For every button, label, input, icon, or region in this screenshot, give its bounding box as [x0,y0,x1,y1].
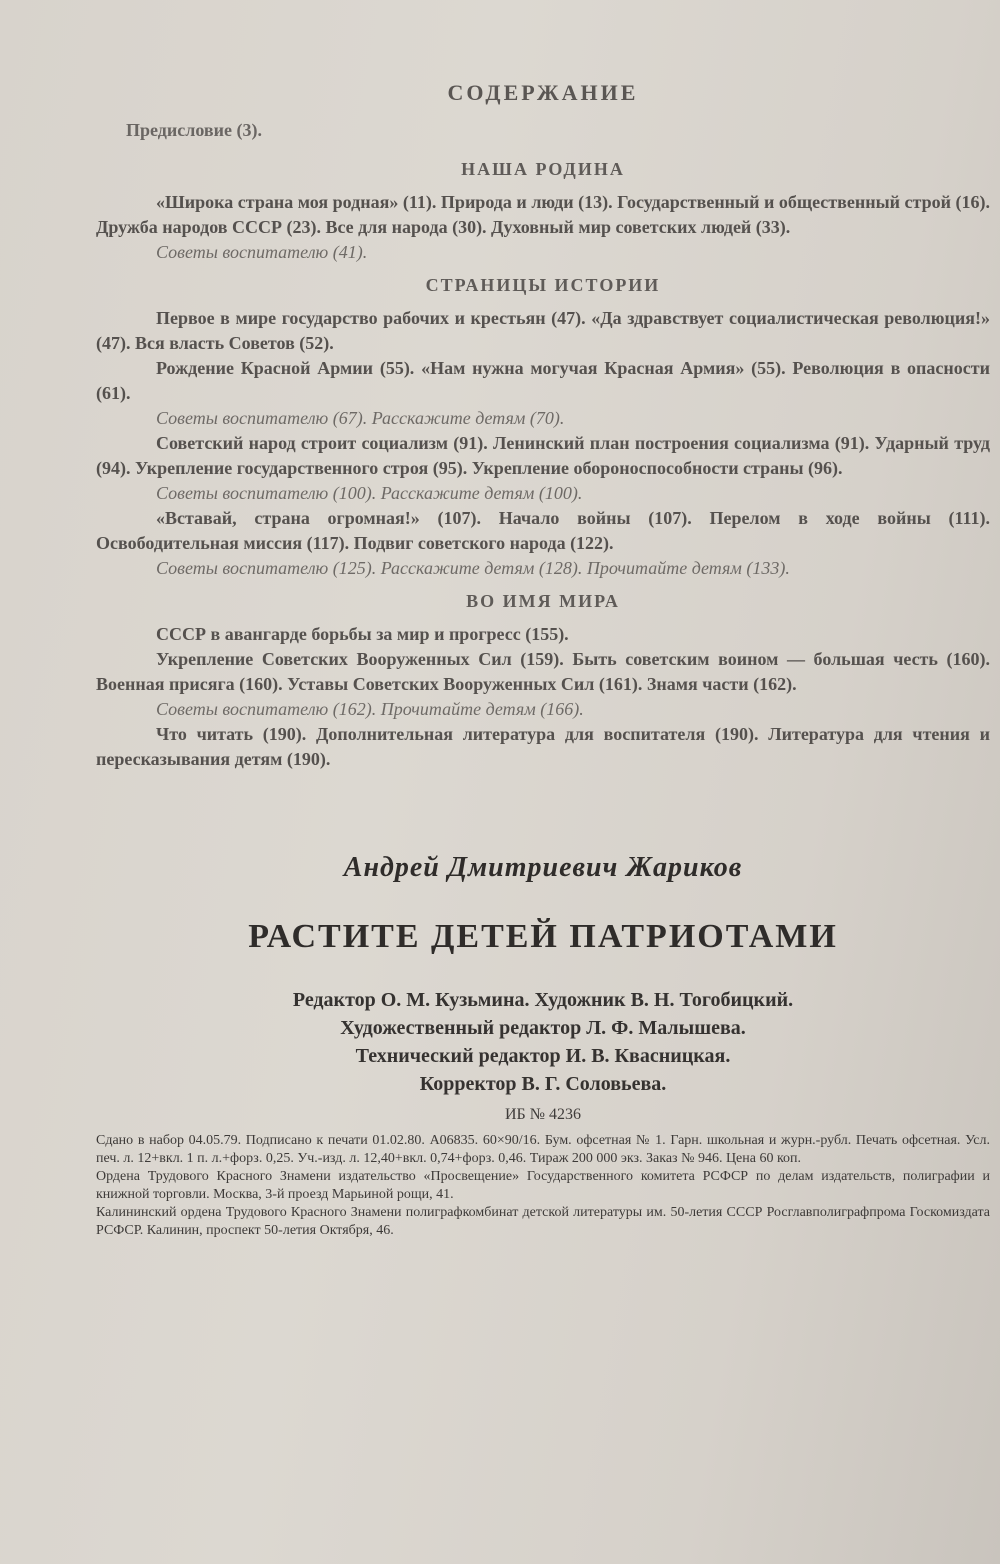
ib-number: ИБ № 4236 [504,1106,581,1123]
author-name: Андрей Дмитриевич Жариков [343,852,743,883]
credit-line: Технический редактор И. В. Квасницкая. [355,1045,731,1067]
imprint-paragraph: Калининский ордена Трудового Красного Знамени полиграфкомбинат детской литературы им. 50-летия СССР Росглавполиграфпрома Госкомиздата РСФСР. Калинин, проспект 50-летия Октября, 46. [96,1205,990,1238]
section-entries [96,622,990,772]
toc-entry: «Вставай, страна огромная!» (107). Начало войны (107). Перелом в ходе войны (111). Освободительная миссия (117). Подвиг советского народа (122). [96,508,990,553]
section-entries [96,306,990,581]
toc-entry: Советы воспитателю (41). [156,242,368,262]
credit-line: Корректор В. Г. Соловьева. [419,1073,667,1095]
toc-entry: Укрепление Советских Вооруженных Сил (159). Быть советским воином — большая честь (160). Военная присяга (160). Уставы Советских Вооруженных Сил (161). Знамя части (162). [96,649,990,694]
toc-entry: Первое в мире государство рабочих и крестьян (47). «Да здравствует социалистическая революция!» (47). Вся власть Советов (52). [96,308,990,353]
toc-entry: Что читать (190). Дополнительная литература для воспитателя (190). Литература для чтения и пересказывания детям (190). [96,724,990,769]
toc-entry: Советский народ строит социализм (91). Ленинский план построения социализма (91). Ударный труд (94). Укрепление государственного строя (95). Укрепление обороноспособности страны (96). [96,433,990,478]
imprint [96,1132,990,1240]
toc-entry: «Широка страна моя родная» (11). Природа и люди (13). Государственный и общественный строй (16). Дружба народов СССР (23). Все для народа (30). Духовный мир советских людей (33). [96,192,990,237]
toc-entry: Советы воспитателю (125). Расскажите детям (128). Прочитайте детям (133). [156,558,790,578]
toc-entry: Советы воспитателю (67). Расскажите детям (70). [156,408,565,428]
toc-title: СОДЕРЖАНИЕ [447,80,639,105]
toc-preface-entry: Предисловие (3). [126,120,262,140]
toc-entry: СССР в авангарде борьбы за мир и прогресс (155). [156,624,569,644]
credit-line: Редактор О. М. Кузьмина. Художник В. Н. Тогобицкий. [292,989,794,1011]
section-heading-history-pages: СТРАНИЦЫ ИСТОРИИ [425,275,661,295]
section-entries [96,190,990,265]
imprint-paragraph: Ордена Трудового Красного Знамени издательство «Просвещение» Государственного комитета РСФСР по делам издательств, полиграфии и книжной торговли. Москва, 3-й проезд Марьиной рощи, 41. [96,1169,990,1202]
credit-line: Художественный редактор Л. Ф. Малышева. [340,1017,746,1039]
credits [96,986,990,1098]
page-content [96,80,990,1240]
section-heading-our-motherland: НАША РОДИНА [461,159,625,179]
toc-entry: Советы воспитателю (100). Расскажите детям (100). [156,483,583,503]
imprint-paragraph: Сдано в набор 04.05.79. Подписано к печати 01.02.80. А06835. 60×90/16. Бум. офсетная № 1. Гарн. школьная и журн.-рубл. Печать офсетная. Усл. печ. л. 12+вкл. 1 п. л.+форз. 0,25. Уч.-изд. л. 12,40+вкл. 0,74+форз. 0,46. Тираж 200 000 экз. Заказ № 946. Цена 60 коп. [96,1133,990,1166]
toc-entry: Советы воспитателю (162). Прочитайте детям (166). [156,699,584,719]
section-heading-for-peace: ВО ИМЯ МИРА [466,591,620,611]
book-title: РАСТИТЕ ДЕТЕЙ ПАТРИОТАМИ [248,918,838,955]
toc-entry: Рождение Красной Армии (55). «Нам нужна могучая Красная Армия» (55). Революция в опасности (61). [96,358,990,403]
